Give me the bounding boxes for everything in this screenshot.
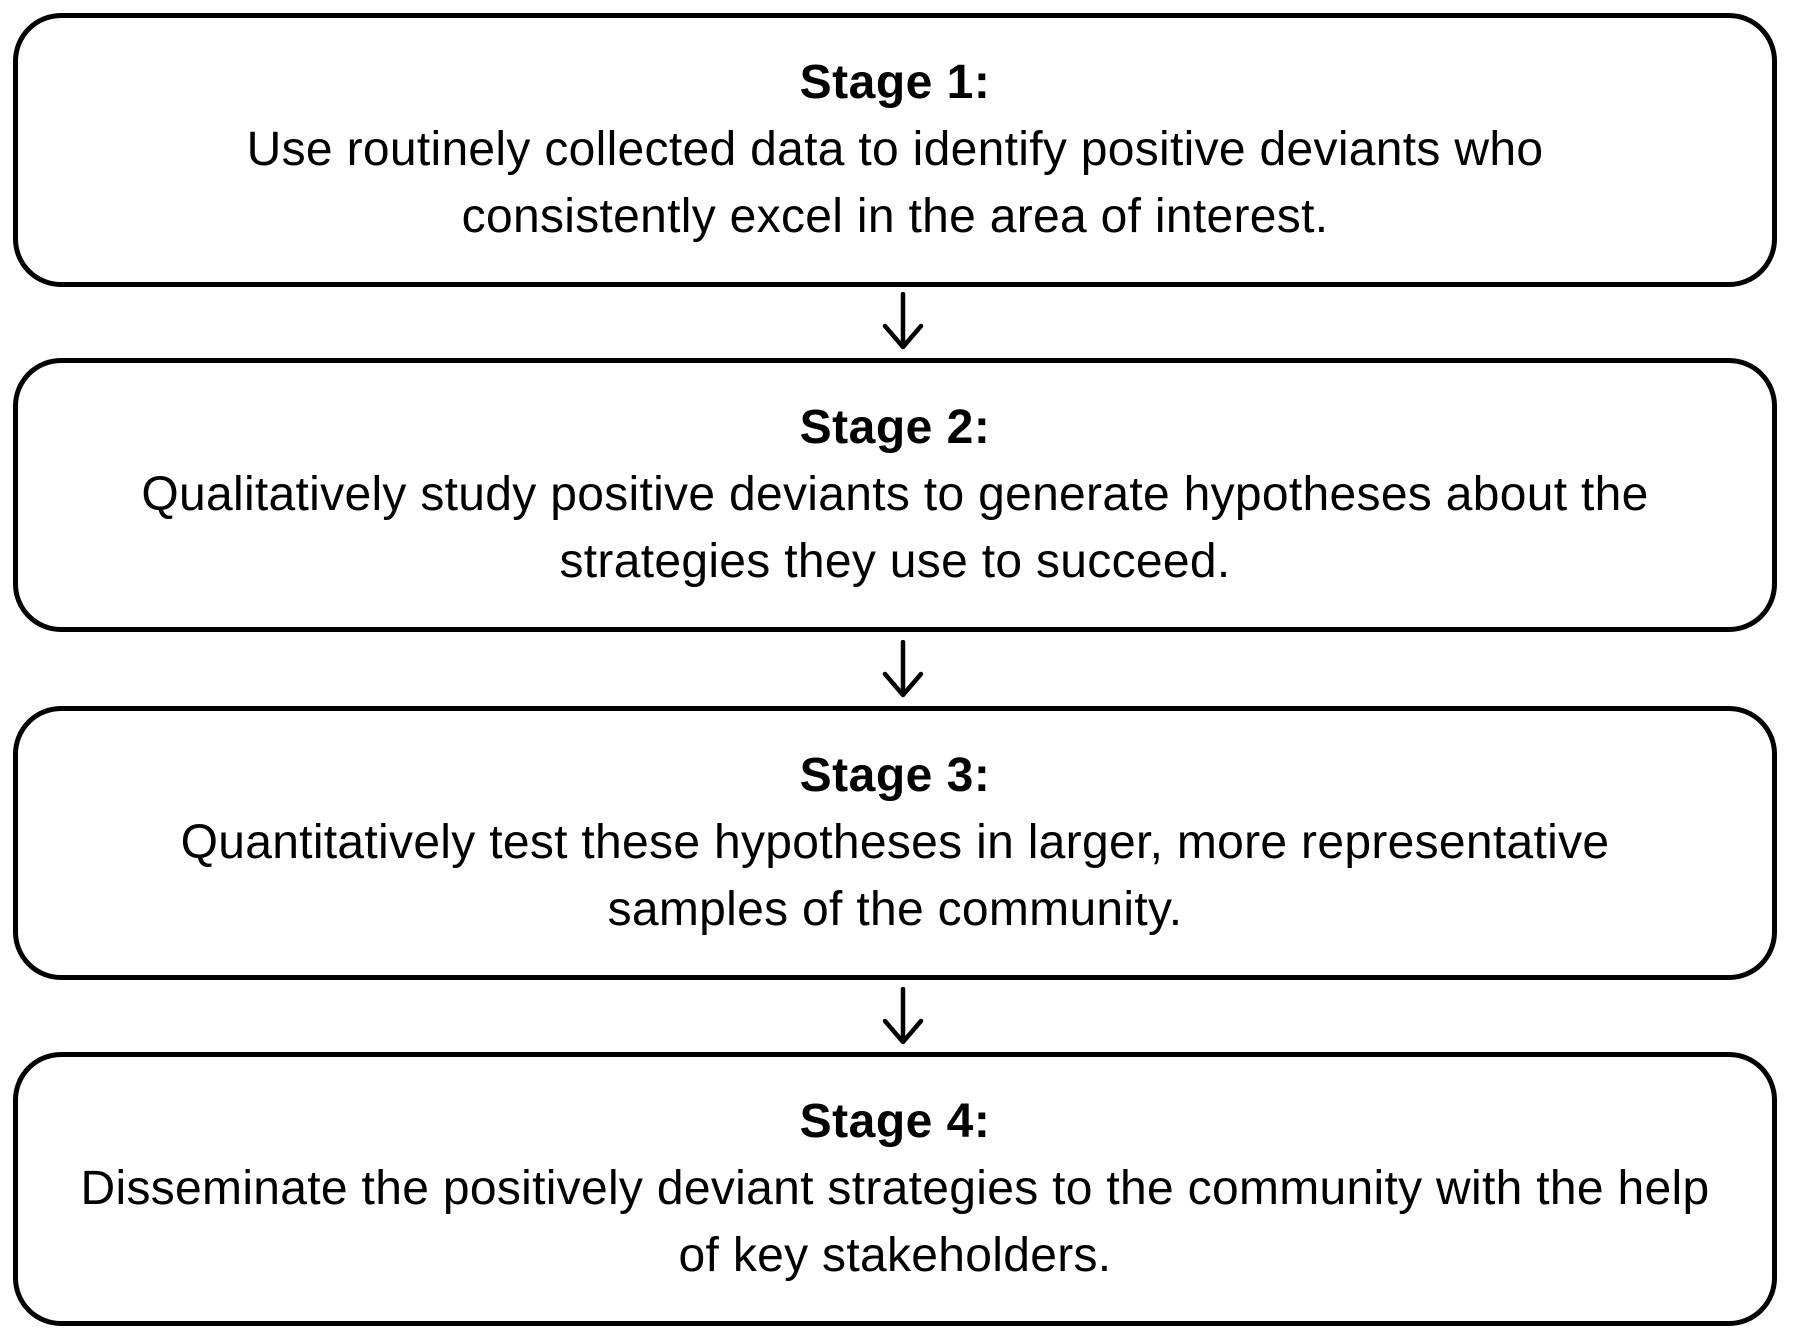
stage-2-description: Qualitatively study positive deviants to generate hypotheses about the strategies they use to succeed. [141, 468, 1649, 588]
stage-3-title: Stage 3: [799, 749, 991, 802]
stage-4-title: Stage 4: [799, 1095, 991, 1148]
stage-1-box [13, 13, 1777, 287]
stage-4-box [13, 1052, 1777, 1326]
stage-1-title: Stage 1: [799, 56, 991, 109]
stage-2-box [13, 358, 1777, 632]
down-arrow-icon [880, 640, 926, 700]
stage-1-description: Use routinely collected data to identify positive deviants who consistently excel in the area of interest. [246, 123, 1544, 243]
down-arrow-icon [880, 987, 926, 1047]
down-arrow-icon [880, 292, 926, 352]
stage-3-description: Quantitatively test these hypotheses in larger, more representative samples of the community. [180, 816, 1610, 936]
stage-2-title: Stage 2: [799, 401, 991, 454]
stage-4-description: Disseminate the positively deviant strategies to the community with the help of key stakeholders. [80, 1162, 1710, 1282]
stage-3-box [13, 706, 1777, 980]
